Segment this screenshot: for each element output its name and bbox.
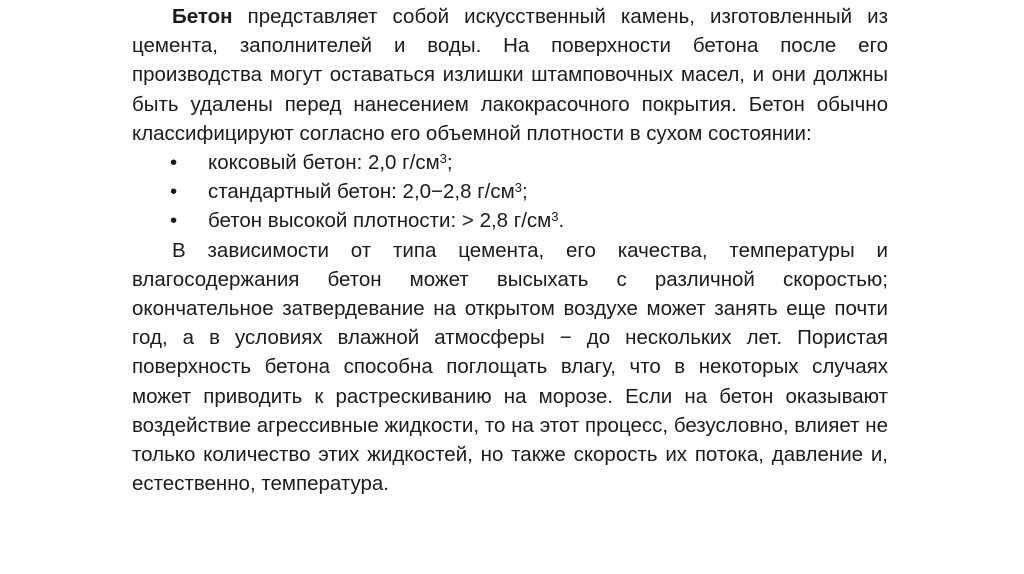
document-page	[132, 2, 888, 498]
paragraph-drying: В зависимости от типа цемента, его качества, температуры и влагосодержания бетон может высыхать с различной скоростью; окончательное затвердевание на открытом воздухе может занять еще почти год, а в условиях влажной атмосферы − до нескольких лет. Пористая поверхность бетона способна поглощать влагу, что в некоторых случаях может приводить к растрескиванию на морозе. Если на бетон оказывают воздействие агрессивные жидкости, то на этот процесс, безусловно, влияет не только количество этих жидкостей, но также скорость их потока, давление и, естественно, температура.	[132, 238, 888, 496]
term-bold: Бетон	[172, 5, 233, 28]
list-item-text: бетон высокой плотности: > 2,8 г/см	[208, 209, 552, 233]
paragraph-text: представляет собой искусственный камень, изготовленный из цемента, заполнителей и воды. На поверхности бетона после его производства могут оставаться излишки штамповочных масел, и они должны быть удалены перед нанесением лакокрасочного покрытия. Бетон обычно классифицируют согласно его объемной плотности в сухом состоянии:	[132, 5, 888, 145]
bullet-icon: •	[170, 180, 178, 204]
list-item-tail: .	[558, 209, 565, 233]
list-item	[132, 177, 888, 206]
list-item-text: коксовый бетон: 2,0 г/см	[208, 151, 440, 175]
list-item	[132, 206, 888, 235]
paragraph-concrete-definition	[132, 2, 888, 148]
density-list	[132, 148, 888, 236]
superscript: 3	[551, 209, 559, 225]
list-item-tail: ;	[446, 151, 453, 175]
superscript: 3	[514, 180, 522, 196]
list-item-text: стандартный бетон: 2,0−2,8 г/см	[208, 180, 515, 204]
superscript: 3	[439, 151, 447, 167]
list-item-tail: ;	[521, 180, 528, 204]
bullet-icon: •	[170, 151, 178, 175]
bullet-icon: •	[170, 209, 178, 233]
list-item	[132, 148, 888, 177]
